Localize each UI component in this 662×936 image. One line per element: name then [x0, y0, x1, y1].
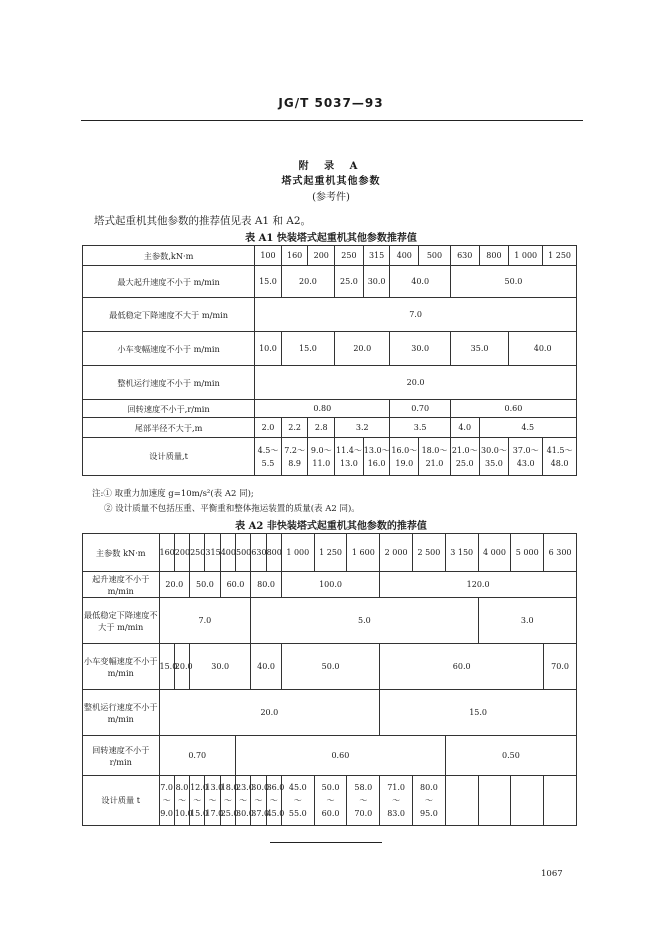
mass-min: 45.0 — [288, 783, 307, 792]
mass-cell — [159, 776, 174, 826]
range-sep: ～ — [162, 796, 171, 805]
range-sep: ～ — [293, 796, 302, 805]
mass-cell — [450, 438, 479, 476]
mass-max: 60.0 — [321, 809, 340, 818]
value-cell: 20.0 — [281, 266, 334, 298]
mass-min: 50.0 — [321, 783, 340, 792]
mass-min: 9.0～ — [310, 445, 332, 455]
value-cell: 15.0 — [281, 332, 334, 366]
mass-max: 17.0 — [205, 809, 224, 818]
row-label: 小车变幅速度不小于 m/min — [83, 644, 160, 690]
mass-min: 7.2～ — [284, 445, 305, 455]
appendix-title: 塔式起重机其他参数 — [281, 176, 381, 187]
mass-min: 12.0 — [190, 783, 208, 792]
standard-code: JG/T 5037—93 — [278, 96, 384, 110]
mass-max: 8.9 — [288, 458, 301, 468]
main-param-value: 400 — [220, 534, 235, 572]
end-rule — [270, 842, 382, 843]
main-param-row — [83, 534, 577, 572]
range-sep: ～ — [326, 796, 335, 805]
mass-cell — [509, 438, 543, 476]
range-sep: ～ — [239, 796, 248, 805]
mass-cell — [205, 776, 224, 826]
value-cell: 0.60 — [450, 400, 576, 418]
mass-min: 16.0～ — [391, 445, 418, 455]
mass-max: 70.0 — [354, 809, 373, 818]
value-cell: 35.0 — [450, 332, 508, 366]
main-param-value: 2 000 — [380, 534, 413, 572]
value-cell: 30.0 — [363, 266, 390, 298]
value-cell: 60.0 — [220, 572, 251, 598]
row-label: 最大起升速度不小于 m/min — [83, 266, 255, 298]
main-param-value: 2 500 — [413, 534, 446, 572]
value-cell: 5.0 — [251, 598, 478, 644]
value-cell: 50.0 — [190, 572, 221, 598]
table-a1-caption: 表 A1 快装塔式起重机其他参数推荐值 — [245, 233, 417, 244]
value-cell: 60.0 — [380, 644, 544, 690]
mass-max: 45.0 — [266, 809, 285, 818]
range-sep: ～ — [269, 796, 278, 805]
value-cell: 40.0 — [251, 644, 282, 690]
mass-max: 25.0 — [455, 458, 474, 468]
main-param-value: 200 — [174, 534, 189, 572]
mass-min: 71.0 — [387, 783, 406, 792]
value-cell: 7.0 — [159, 598, 251, 644]
mass-row — [83, 776, 577, 826]
mass-cell — [308, 438, 335, 476]
mass-min: 8.0 — [175, 783, 189, 792]
value-cell: 4.5 — [479, 418, 576, 438]
row-label: 回转速度不小于 r/min — [83, 736, 160, 776]
value-cell: 50.0 — [281, 644, 379, 690]
main-param-value: 3 150 — [445, 534, 478, 572]
mass-min: 13.0～ — [363, 445, 390, 455]
value-cell: 3.5 — [390, 418, 450, 438]
mass-max: 48.0 — [550, 458, 569, 468]
mass-max: 5.5 — [261, 458, 275, 468]
main-param-value: 250 — [190, 534, 205, 572]
main-param-value: 1 250 — [543, 246, 577, 266]
value-cell: 20.0 — [159, 572, 190, 598]
mass-cell — [363, 438, 390, 476]
value-cell: 15.0 — [380, 690, 577, 736]
main-param-value: 1 600 — [347, 534, 380, 572]
mass-cell — [544, 776, 577, 826]
row-label: 最低稳定下降速度不大于 m/min — [83, 298, 255, 332]
header-rule — [81, 120, 583, 121]
table-a2 — [82, 533, 577, 826]
value-cell: 0.70 — [159, 736, 235, 776]
range-sep: ～ — [254, 796, 263, 805]
row-label: 整机运行速度不小于 m/min — [83, 690, 160, 736]
mass-cell — [281, 438, 308, 476]
main-param-value: 1 000 — [281, 534, 314, 572]
value-cell: 120.0 — [380, 572, 577, 598]
mass-max: 21.0 — [425, 458, 444, 468]
value-cell: 2.8 — [308, 418, 335, 438]
mass-max: 35.0 — [485, 458, 503, 468]
value-cell: 40.0 — [509, 332, 577, 366]
value-cell: 100.0 — [281, 572, 379, 598]
table-row — [83, 418, 577, 438]
mass-cell — [543, 438, 577, 476]
mass-cell — [511, 776, 544, 826]
mass-min: 18.0 — [220, 783, 239, 792]
table-row — [83, 400, 577, 418]
value-cell: 25.0 — [335, 266, 364, 298]
page-number: 1067 — [541, 869, 563, 879]
main-param-value: 200 — [308, 246, 335, 266]
table-row — [83, 332, 577, 366]
value-cell: 0.50 — [445, 736, 576, 776]
value-cell: 2.2 — [281, 418, 308, 438]
mass-cell — [314, 776, 347, 826]
main-param-value: 160 — [159, 534, 174, 572]
range-sep: ～ — [424, 796, 433, 805]
mass-max: 11.0 — [312, 458, 331, 468]
mass-cell — [266, 776, 285, 826]
table-row — [83, 572, 577, 598]
value-cell: 4.0 — [450, 418, 479, 438]
mass-min: 36.0 — [266, 783, 285, 792]
row-label: 最低稳定下降速度不大于 m/min — [83, 598, 160, 644]
value-cell: 30.0 — [390, 332, 450, 366]
main-param-row — [83, 246, 577, 266]
main-param-value: 4 000 — [478, 534, 511, 572]
mass-cell — [281, 776, 314, 826]
value-cell: 30.0 — [190, 644, 251, 690]
value-cell: 15.0 — [159, 644, 174, 690]
row-label: 回转速度不小于,r/min — [83, 400, 255, 418]
range-sep: ～ — [223, 796, 232, 805]
mass-cell — [413, 776, 446, 826]
main-param-value: 6 300 — [544, 534, 577, 572]
mass-cell — [445, 776, 478, 826]
mass-min: 4.5～ — [257, 445, 279, 455]
range-sep: ～ — [392, 796, 401, 805]
main-param-value: 800 — [266, 534, 281, 572]
main-param-value: 500 — [419, 246, 451, 266]
value-cell: 10.0 — [255, 332, 282, 366]
range-sep: ～ — [193, 796, 202, 805]
value-cell: 40.0 — [390, 266, 450, 298]
mass-cell — [419, 438, 451, 476]
table-notes — [92, 487, 360, 517]
value-cell: 20.0 — [174, 644, 189, 690]
mass-min: 30.0 — [251, 783, 270, 792]
mass-cell — [380, 776, 413, 826]
row-label: 设计质量,t — [83, 438, 255, 476]
mass-max: 13.0 — [340, 458, 358, 468]
main-param-value: 630 — [450, 246, 479, 266]
mass-min: 21.0～ — [451, 445, 478, 455]
mass-min: 41.5～ — [546, 445, 573, 455]
appendix-label: 附 录 A — [298, 161, 364, 172]
mass-max: 30.0 — [235, 809, 254, 818]
mass-max: 16.0 — [367, 458, 386, 468]
mass-max: 55.0 — [288, 809, 307, 818]
value-cell: 3.0 — [478, 598, 576, 644]
mass-max: 43.0 — [516, 458, 535, 468]
note-2: ② 设计质量不包括压重、平衡重和整体拖运装置的质量(表 A2 同)。 — [104, 504, 360, 514]
mass-max: 37.0 — [251, 809, 270, 818]
mass-cell — [235, 776, 254, 826]
table-row — [83, 266, 577, 298]
value-cell: 20.0 — [255, 366, 577, 400]
mass-max: 83.0 — [387, 809, 406, 818]
table-a1 — [82, 245, 577, 476]
appendix-note: (参考件) — [312, 192, 350, 203]
value-cell: 0.80 — [255, 400, 390, 418]
mass-cell — [190, 776, 208, 826]
main-param-value: 630 — [251, 534, 266, 572]
mass-min: 11.4～ — [336, 445, 362, 455]
range-sep: ～ — [177, 796, 186, 805]
table-row — [83, 690, 577, 736]
value-cell: 3.2 — [335, 418, 390, 438]
value-cell: 2.0 — [255, 418, 282, 438]
main-param-value: 1 250 — [314, 534, 347, 572]
table-row — [83, 298, 577, 332]
mass-cell — [220, 776, 239, 826]
mass-cell — [390, 438, 419, 476]
row-label: 整机运行速度不小于 m/min — [83, 366, 255, 400]
value-cell: 7.0 — [255, 298, 577, 332]
table-a2-caption: 表 A2 非快装塔式起重机其他参数的推荐值 — [235, 521, 427, 532]
row-label: 主参数,kN·m — [83, 246, 255, 266]
mass-min: 23.0 — [235, 783, 254, 792]
row-label: 主参数 kN·m — [83, 534, 160, 572]
mass-max: 9.0 — [160, 809, 174, 818]
intro-text: 塔式起重机其他参数的推荐值见表 A1 和 A2。 — [94, 215, 312, 227]
value-cell: 70.0 — [544, 644, 577, 690]
main-param-value: 315 — [205, 534, 220, 572]
mass-max: 95.0 — [419, 809, 438, 818]
mass-max: 15.0 — [190, 809, 208, 818]
mass-cell — [251, 776, 270, 826]
mass-min: 37.0～ — [512, 445, 539, 455]
main-param-value: 400 — [390, 246, 419, 266]
mass-min: 58.0 — [354, 783, 373, 792]
main-param-value: 315 — [363, 246, 390, 266]
table-row — [83, 736, 577, 776]
main-param-value: 500 — [235, 534, 250, 572]
mass-max: 19.0 — [395, 458, 414, 468]
mass-min: 18.0～ — [421, 445, 448, 455]
mass-min: 7.0 — [160, 783, 174, 792]
mass-min: 30.0～ — [481, 445, 507, 455]
row-label: 设计质量 t — [83, 776, 160, 826]
value-cell: 80.0 — [251, 572, 282, 598]
table-row — [83, 366, 577, 400]
table-row — [83, 598, 577, 644]
value-cell: 20.0 — [159, 690, 380, 736]
row-label: 小车变幅速度不小于 m/min — [83, 332, 255, 366]
mass-cell — [174, 776, 193, 826]
mass-cell — [347, 776, 380, 826]
main-param-value: 160 — [281, 246, 308, 266]
main-param-value: 800 — [479, 246, 509, 266]
main-param-value: 1 000 — [509, 246, 543, 266]
main-param-value: 250 — [335, 246, 364, 266]
value-cell: 0.60 — [235, 736, 445, 776]
mass-max: 10.0 — [174, 809, 193, 818]
mass-min: 80.0 — [419, 783, 438, 792]
mass-max: 25.0 — [220, 809, 239, 818]
mass-row — [83, 438, 577, 476]
row-label: 尾部半径不大于,m — [83, 418, 255, 438]
range-sep: ～ — [359, 796, 368, 805]
mass-cell — [479, 438, 509, 476]
range-sep: ～ — [208, 796, 217, 805]
value-cell: 0.70 — [390, 400, 450, 418]
note-1: 注:① 取重力加速度 g=10m/s²(表 A2 同); — [92, 489, 254, 499]
table-row — [83, 644, 577, 690]
main-param-value: 100 — [255, 246, 282, 266]
value-cell: 20.0 — [335, 332, 390, 366]
mass-cell — [255, 438, 282, 476]
mass-cell — [478, 776, 511, 826]
mass-cell — [335, 438, 364, 476]
value-cell: 50.0 — [450, 266, 576, 298]
main-param-value: 5 000 — [511, 534, 544, 572]
row-label: 起升速度不小于 m/min — [83, 572, 160, 598]
mass-min: 13.0 — [205, 783, 224, 792]
value-cell: 15.0 — [255, 266, 282, 298]
